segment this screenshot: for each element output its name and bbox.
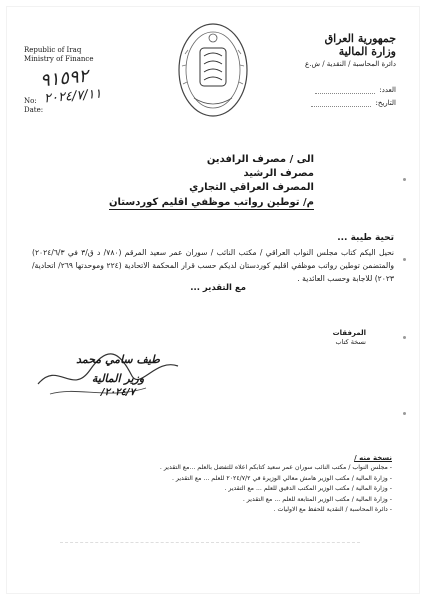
punch-hole (403, 336, 406, 339)
punch-hole (403, 178, 406, 181)
number-label-en: No: (24, 97, 37, 105)
english-header (24, 46, 93, 64)
addressee-line-1: الى / مصرف الرافدين (206, 154, 314, 165)
number-field-ar (315, 86, 396, 94)
footer-divider (60, 542, 360, 543)
copy-item: - وزارة المالية / مكتب الوزير هامش معالي الوزيرة في ٢٠٢٤/٧/٢ للعلم ... مع التقدير . (171, 474, 392, 482)
copy-item: - وزارة المالية / مكتب الوزير المتابعة للعلم ... مع التقدير . (242, 495, 392, 503)
attachments-item: نسخة كتاب (335, 338, 366, 346)
addressee-line-3: المصرف العراقي التجاري (189, 182, 314, 193)
punch-hole (403, 258, 406, 261)
greeting: تحية طيبة ... (337, 233, 394, 243)
subject-line: م/ توطين رواتب موظفي اقليم كوردستان (108, 197, 314, 208)
ministry-name-ar: وزارة المالية (338, 45, 396, 58)
copy-item: - مجلس النواب / مكتب النائب سوران عمر سعيد كتابكم اعلاه للتفضل بالعلم ...مع التقدير . (159, 464, 392, 472)
arabic-header (305, 32, 396, 68)
signatory-title: وزير المالية (91, 372, 145, 385)
handwritten-number: ٩١٥٩٢ (39, 65, 90, 92)
date-label-en: Date: (24, 106, 44, 114)
ministry-emblem (176, 20, 250, 120)
addressee-block (189, 153, 314, 195)
copies-block (160, 453, 392, 515)
signatory-date: ٢٠٢٤/٧/ (100, 387, 136, 398)
date-label-ar: التاريخ: (375, 99, 396, 107)
attachments-block (333, 329, 366, 347)
closing-line: مع التقدير ... (190, 283, 246, 293)
country-name-en: Republic of Iraq (24, 46, 82, 54)
number-label-ar: العدد: (379, 86, 396, 94)
signatory-name: طيف سامي محمد (76, 353, 160, 366)
letter-body: نحيل اليكم كتاب مجلس النواب العراقي / مكتب النائب / سوران عمر سعيد المرقم (٧٨٠/ د ق/٣ في ٢٠٢٤/٦/٣) والمتضمن توطين رواتب موظفي اقليم كوردستان لديكم حسب قرار المحكمة الاتحادية (٢٢٤ وموحدتها ٢٦٩/ اتحادية/٢٠٢٣) للاجابة وحسب العائدية . (32, 248, 394, 283)
copy-item: - وزارة المالية / مكتب الوزير المكتب الدقيق للعلم ... مع التقدير . (224, 485, 392, 493)
copy-item: - دائرة المحاسبة / النقدية للحفظ مع الاوليات . (273, 506, 392, 514)
signatory-block (68, 353, 168, 398)
copies-label: نسخة منه / (354, 454, 392, 462)
department-name-ar: دائرة المحاسبة / النقدية / ش.ع (305, 60, 396, 68)
attachments-label: المرفقات (332, 329, 366, 337)
country-name-ar: جمهورية العراق (324, 32, 396, 45)
ministry-name-en: Ministry of Finance (24, 55, 94, 63)
punch-hole (403, 412, 406, 415)
date-field-ar (311, 99, 396, 107)
handwritten-date: ٢٠٢٤/٧/١١ (43, 86, 103, 107)
addressee-line-2: مصرف الرشيد (243, 168, 314, 179)
